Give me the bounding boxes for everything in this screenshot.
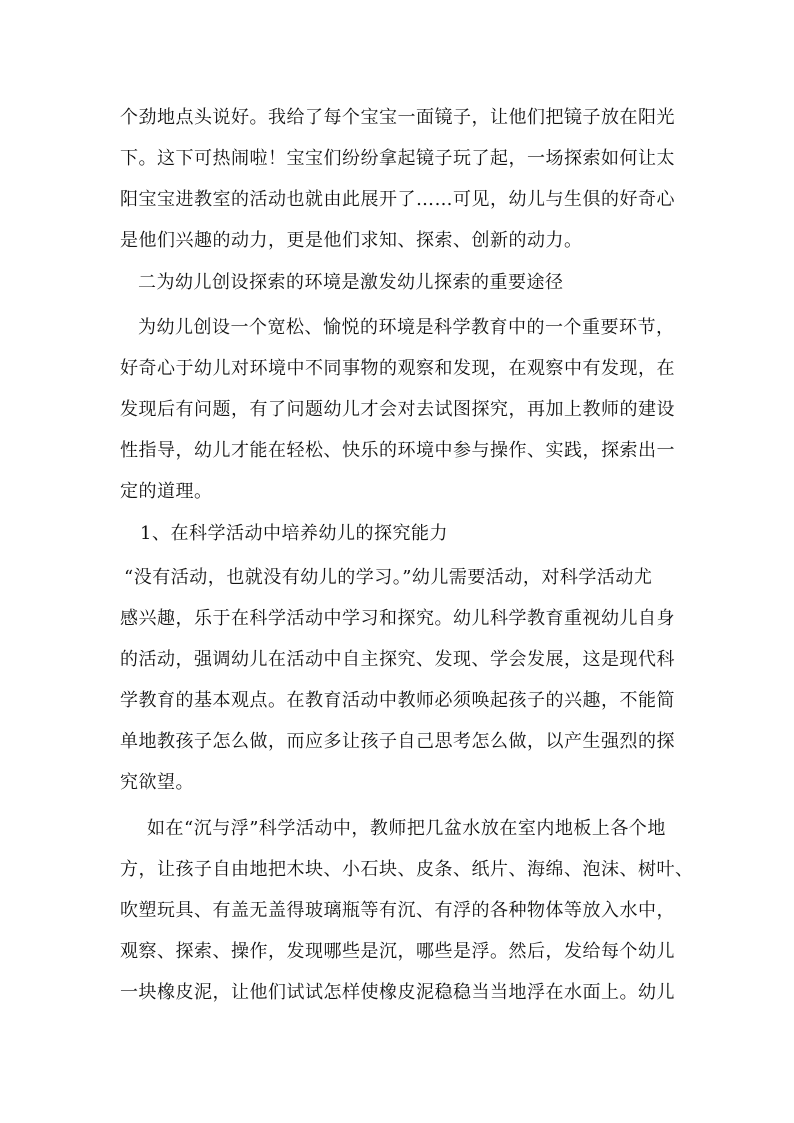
text-line-1: 个劲地点头说好。我给了每个宝宝一面镜子，让他们把镜子放在阳光 [120, 107, 675, 128]
text-line-2: 下。这下可热闹啦！宝宝们纷纷拿起镜子玩了起，一场探索如何让太 [120, 148, 675, 169]
text-line-3: 阳宝宝进教室的活动也就由此展开了……可见，幼儿与生俱的好奇心 [120, 189, 675, 210]
text-line-10: 定的道理。 [120, 481, 213, 502]
text-line-21: 观察、探索、操作，发现哪些是沉，哪些是浮。然后，发给每个幼儿 [120, 941, 675, 962]
text-line-8: 发现后有问题，有了问题幼儿才会对去试图探究，再加上教师的建设 [120, 399, 675, 420]
text-line-9: 性指导，幼儿才能在轻松、快乐的环境中参与操作、实践，探索出一 [120, 440, 675, 461]
text-line-14: 的活动，强调幼儿在活动中自主探究、发现、学会发展，这是现代科 [120, 649, 675, 670]
text-line-6: 为幼儿创设一个宽松、愉悦的环境是科学教育中的一个重要环节， [138, 317, 675, 338]
text-line-19: 方，让孩子自由地把木块、小石块、皮条、纸片、海绵、泡沫、树叶、 [120, 859, 694, 880]
text-line-4: 是他们兴趣的动力，更是他们求知、探索、创新的动力。 [120, 230, 583, 251]
text-line-18: 如在“沉与浮”科学活动中，教师把几盆水放在室内地板上各个地 [147, 818, 666, 839]
text-line-17: 究欲望。 [120, 772, 194, 793]
section-heading: 二为幼儿创设探索的环境是激发幼儿探索的重要途径 [138, 272, 564, 293]
text-line-16: 单地教孩子怎么做，而应多让孩子自己思考怎么做，以产生强烈的探 [120, 731, 675, 752]
text-line-22: 一块橡皮泥，让他们试试怎样使橡皮泥稳稳当当地浮在水面上。幼儿 [120, 982, 675, 1003]
text-line-12: “没有活动，也就没有幼儿的学习。”幼儿需要活动，对科学活动尤 [124, 567, 653, 588]
subsection-heading: 1、在科学活动中培养幼儿的探究能力 [140, 523, 448, 544]
text-line-15: 学教育的基本观点。在教育活动中教师必须唤起孩子的兴趣，不能简 [120, 690, 675, 711]
text-line-13: 感兴趣，乐于在科学活动中学习和探究。幼儿科学教育重视幼儿自身 [120, 608, 675, 629]
text-line-7: 好奇心于幼儿对环境中不同事物的观察和发现，在观察中有发现，在 [120, 358, 675, 379]
text-line-20: 吹塑玩具、有盖无盖得玻璃瓶等有沉、有浮的各种物体等放入水中， [120, 900, 675, 921]
